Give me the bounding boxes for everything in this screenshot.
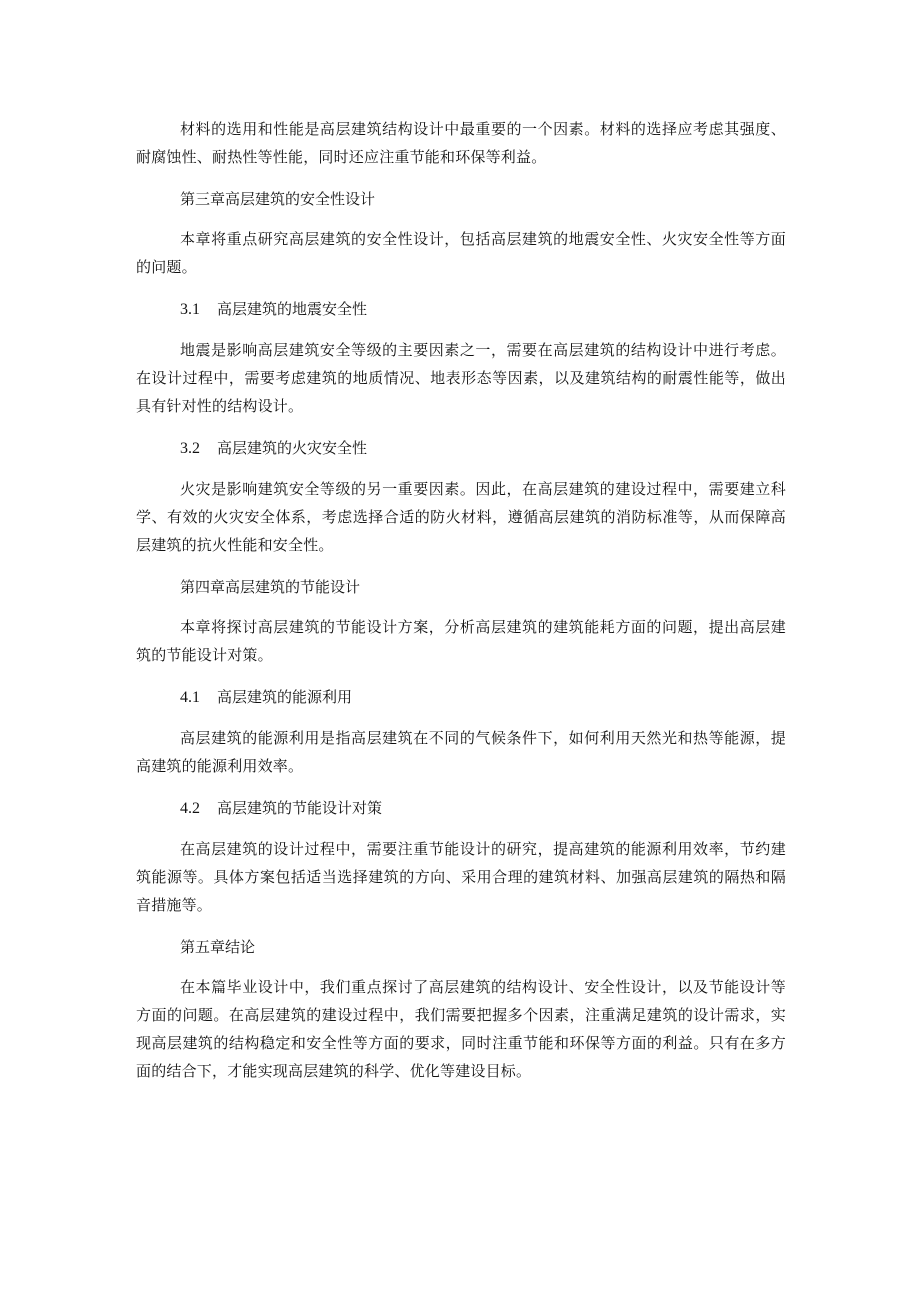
section-3-2-title: 高层建筑的火灾安全性: [217, 439, 368, 457]
paragraph-fire-safety: 火灾是影响建筑安全等级的另一重要因素。因此，在高层建筑的建设过程中，需要建立科学、有效的火灾安全体系，考虑选择合适的防火材料，遵循高层建筑的消防标准等，从而保障高层建筑的抗火性能和安全性。: [136, 480, 786, 554]
paragraph-earthquake-safety: 地震是影响高层建筑安全等级的主要因素之一，需要在高层建筑的结构设计中进行考虑。在设计过程中，需要考虑建筑的地质情况、地表形态等因素，以及建筑结构的耐震性能等，做出具有针对性的结构设计。: [136, 341, 786, 415]
paragraph-materials: 材料的选用和性能是高层建筑结构设计中最重要的一个因素。材料的选择应考虑其强度、耐腐蚀性、耐热性等性能，同时还应注重节能和环保等利益。: [136, 120, 786, 166]
chapter-3-title: 第三章高层建筑的安全性设计: [180, 190, 376, 208]
section-4-1-number: 4.1: [180, 689, 200, 706]
section-3-1-title: 高层建筑的地震安全性: [217, 300, 368, 318]
section-4-1-title: 高层建筑的能源利用: [217, 688, 353, 706]
section-3-1-number: 3.1: [180, 301, 200, 318]
section-3-2-number: 3.2: [180, 440, 200, 457]
paragraph-energy-saving-measures: 在高层建筑的设计过程中，需要注重节能设计的研究，提高建筑的能源利用效率，节约建筑能源等。具体方案包括适当选择建筑的方向、采用合理的建筑材料、加强高层建筑的隔热和隔音措施等。: [136, 840, 786, 914]
section-4-2-number: 4.2: [180, 800, 200, 817]
section-3-2-heading: [136, 434, 786, 463]
section-3-1-heading: [136, 295, 786, 324]
paragraph-energy-use: 高层建筑的能源利用是指高层建筑在不同的气候条件下，如何利用天然光和热等能源，提高建筑的能源利用效率。: [136, 729, 786, 775]
paragraph-conclusion: 在本篇毕业设计中，我们重点探讨了高层建筑的结构设计、安全性设计，以及节能设计等方面的问题。在高层建筑的建设过程中，我们需要把握多个因素，注重满足建筑的设计需求，实现高层建筑的结构稳定和安全性等方面的要求，同时注重节能和环保等方面的利益。只有在多方面的结合下，才能实现高层建筑的科学、优化等建设目标。: [136, 978, 786, 1080]
paragraph-chapter-4-intro: 本章将探讨高层建筑的节能设计方案，分析高层建筑的建筑能耗方面的问题，提出高层建筑的节能设计对策。: [136, 618, 786, 664]
section-4-2-heading: [136, 794, 786, 823]
section-4-1-heading: [136, 683, 786, 712]
paragraph-chapter-3-intro: 本章将重点研究高层建筑的安全性设计，包括高层建筑的地震安全性、火灾安全性等方面的问题。: [136, 230, 786, 276]
document-page: [136, 115, 786, 1085]
chapter-5-title: 第五章结论: [180, 938, 256, 956]
chapter-4-title: 第四章高层建筑的节能设计: [180, 578, 361, 596]
section-4-2-title: 高层建筑的节能设计对策: [217, 799, 383, 817]
